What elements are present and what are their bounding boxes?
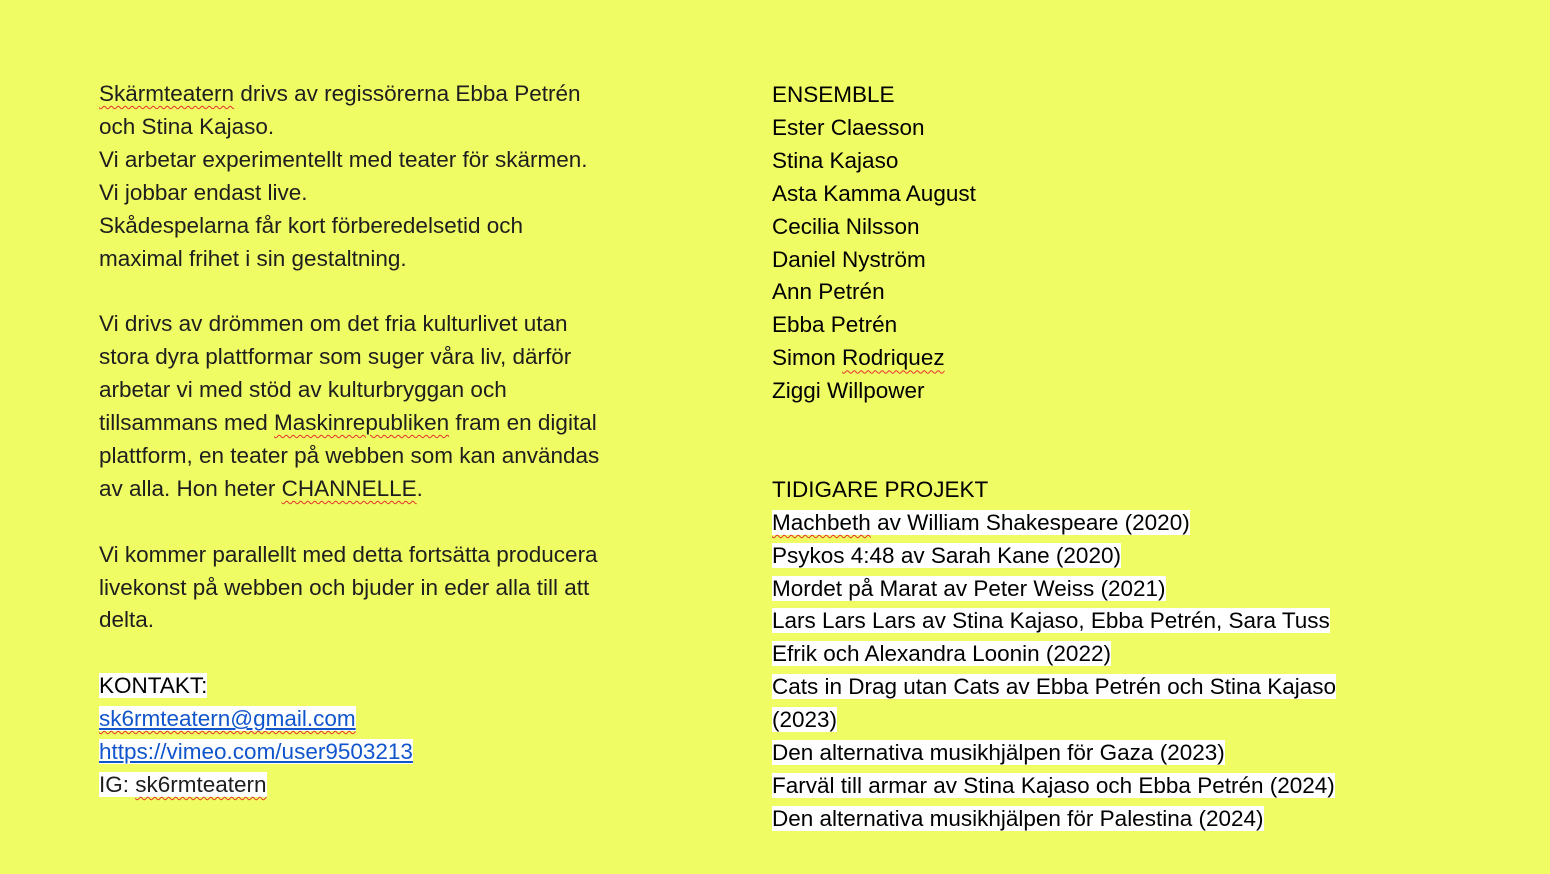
spellcheck-word: CHANNELLE — [281, 475, 417, 501]
spellcheck-word: Rodriquez — [842, 345, 945, 371]
text-line — [772, 375, 1452, 408]
line-segment: Ester Claesson — [772, 114, 925, 140]
line-segment: av William Shakespeare (2020) — [870, 509, 1190, 535]
line-segment: arbetar vi med stöd av kulturbryggan och — [99, 377, 507, 403]
spellcheck-word: Machbeth — [772, 509, 871, 535]
line-text — [772, 576, 1166, 601]
line-segment: . — [416, 475, 423, 501]
line-segment: delta. — [99, 607, 155, 633]
text-line — [772, 244, 1452, 277]
line-text — [99, 476, 423, 501]
line-text — [772, 707, 837, 732]
line-text — [772, 279, 885, 304]
text-line — [772, 671, 1452, 704]
line-text — [99, 542, 598, 567]
line-segment: tillsammans med — [99, 410, 275, 436]
text-line — [99, 111, 659, 144]
line-segment: Psykos 4:48 av Sarah Kane (2020) — [772, 542, 1121, 568]
line-text — [99, 114, 274, 139]
instagram-line — [99, 772, 267, 797]
text-line — [772, 145, 1452, 178]
line-text — [772, 510, 1190, 535]
text-line — [772, 605, 1452, 638]
text-line — [772, 507, 1452, 540]
contact-section — [99, 670, 659, 802]
vimeo-link[interactable]: https://vimeo.com/user9503213 — [99, 739, 413, 765]
line-segment: Vi arbetar experimentellt med teater för skärmen. — [99, 146, 588, 172]
line-segment: Ziggi Willpower — [772, 378, 925, 404]
text-line — [772, 704, 1452, 737]
line-text — [99, 147, 588, 172]
line-text — [99, 443, 599, 468]
line-segment: Daniel Nyström — [772, 246, 926, 272]
line-segment: Den alternativa musikhjälpen för Palestina (2024) — [772, 805, 1264, 831]
text-line — [99, 374, 659, 407]
text-line — [772, 638, 1452, 671]
text-line — [99, 177, 659, 210]
text-line — [99, 539, 659, 572]
line-text — [772, 247, 926, 272]
line-segment: Vi jobbar endast live. — [99, 179, 308, 205]
text-line — [772, 112, 1452, 145]
line-segment: Mordet på Marat av Peter Weiss (2021) — [772, 575, 1166, 601]
text-line — [772, 540, 1452, 573]
line-segment: plattform, en teater på webben som kan användas — [99, 442, 600, 468]
line-segment: drivs av regissörerna Ebba Petrén — [234, 81, 581, 106]
line-text — [772, 641, 1111, 666]
projects-list — [772, 507, 1452, 836]
credits-column — [772, 73, 1452, 836]
contact-heading: KONTAKT: — [99, 673, 208, 699]
line-text — [99, 180, 307, 205]
line-segment: Ann Petrén — [772, 279, 885, 305]
text-line — [772, 276, 1452, 309]
line-text — [99, 410, 597, 435]
text-line — [99, 407, 659, 440]
line-text — [772, 345, 945, 370]
line-segment: Cats in Drag utan Cats av Ebba Petrén och Stina Kajaso — [772, 674, 1337, 700]
email-link[interactable] — [99, 706, 356, 731]
line-segment: (2023) — [772, 707, 838, 733]
line-text — [772, 674, 1336, 699]
text-line — [99, 144, 659, 177]
line-text — [99, 377, 507, 402]
line-segment: fram en digital — [449, 410, 597, 436]
line-segment: maximal frihet i sin gestaltning. — [99, 245, 407, 271]
text-line — [99, 243, 659, 276]
line-segment: Den alternativa musikhjälpen för Gaza (2023) — [772, 740, 1225, 766]
line-text — [772, 740, 1225, 765]
line-segment: Farväl till armar av Stina Kajaso och Ebba Petrén (2024) — [772, 773, 1335, 799]
text-line — [99, 78, 659, 111]
ensemble-heading: ENSEMBLE — [772, 82, 895, 107]
line-segment: Vi drivs av drömmen om det fria kulturlivet utan — [99, 311, 568, 337]
text-line — [99, 473, 659, 506]
projects-heading: TIDIGARE PROJEKT — [772, 476, 989, 502]
line-segment: Vi kommer parallellt med detta fortsätta producera — [99, 541, 598, 567]
intro-column — [99, 73, 659, 802]
line-text — [99, 575, 589, 600]
text-line — [99, 572, 659, 605]
text-line — [772, 770, 1452, 803]
line-text — [772, 148, 898, 173]
intro-paragraph-2 — [99, 308, 659, 505]
text-line — [99, 440, 659, 473]
line-segment: Stina Kajaso — [772, 147, 899, 173]
instagram-prefix: IG: — [99, 771, 136, 797]
line-text — [772, 378, 925, 403]
text-line — [99, 341, 659, 374]
text-line — [772, 342, 1452, 375]
spellcheck-word: Skärmteatern — [99, 81, 235, 106]
text-line — [772, 737, 1452, 770]
line-text — [772, 773, 1335, 798]
email-link-text: sk6rmteatern@gmail.com — [99, 706, 356, 732]
text-line — [772, 309, 1452, 342]
line-text — [772, 806, 1264, 831]
text-line — [772, 211, 1452, 244]
line-segment: livekonst på webben och bjuder in eder alla till att — [99, 574, 590, 600]
line-segment: Ebba Petrén — [772, 312, 898, 338]
intro-paragraph-3 — [99, 539, 659, 638]
line-text — [772, 115, 925, 140]
text-line — [772, 803, 1452, 836]
line-segment: Simon — [772, 345, 843, 371]
line-segment: Cecilia Nilsson — [772, 213, 920, 239]
line-segment: Skådespelarna får kort förberedelsetid och — [99, 212, 523, 238]
line-text — [99, 213, 523, 238]
line-text — [99, 81, 580, 106]
line-text — [99, 311, 568, 336]
line-segment: stora dyra plattformar som suger våra liv, därför — [99, 344, 572, 370]
line-segment: Lars Lars Lars av Stina Kajaso, Ebba Petrén, Sara Tuss — [772, 608, 1330, 634]
text-line — [772, 178, 1452, 211]
line-segment: och Stina Kajaso. — [99, 113, 275, 139]
line-text — [772, 608, 1330, 633]
line-text — [772, 181, 976, 206]
text-line — [99, 604, 659, 637]
line-text — [772, 312, 897, 337]
line-text — [772, 543, 1121, 568]
line-segment: Efrik och Alexandra Loonin (2022) — [772, 641, 1111, 667]
text-line — [772, 573, 1452, 606]
text-line — [99, 308, 659, 341]
instagram-handle: sk6rmteatern — [135, 771, 267, 797]
line-segment: Asta Kamma August — [772, 180, 976, 206]
ensemble-list — [772, 112, 1452, 408]
line-text — [99, 246, 407, 271]
line-text — [99, 344, 571, 369]
line-segment: av alla. Hon heter — [99, 475, 282, 501]
line-text — [772, 214, 920, 239]
intro-paragraph-1 — [99, 78, 659, 275]
text-line — [99, 210, 659, 243]
spellcheck-word: Maskinrepubliken — [274, 410, 450, 436]
line-text — [99, 607, 154, 632]
